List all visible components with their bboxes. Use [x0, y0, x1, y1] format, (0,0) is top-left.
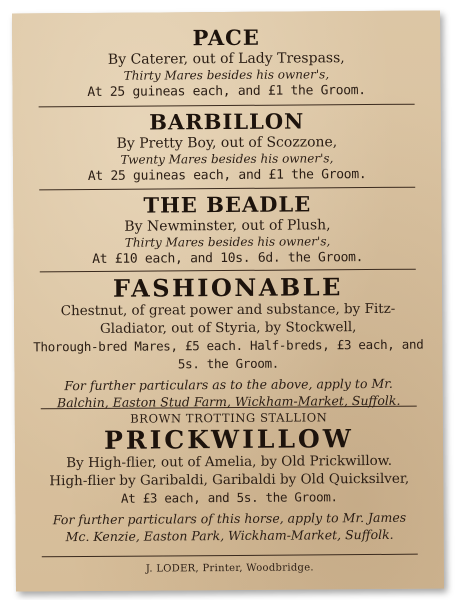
fashionable-description-1: Chestnut, of great power and substance, by Fitz- — [60, 300, 396, 320]
barbillon-pedigree: By Pretty Boy, out of Scozzone, — [116, 134, 338, 152]
divider-rule — [40, 269, 416, 273]
barbillon-mares: Twenty Mares besides his owner's, — [120, 151, 334, 167]
beadle-title: THE BEADLE — [143, 191, 312, 218]
barbillon-fee: At 25 guineas each, and £1 the Groom. — [87, 167, 367, 184]
beadle-fee: At £10 each, and 10s. 6d. the Groom. — [92, 250, 364, 267]
fashionable-fee-2: 5s. the Groom. — [177, 355, 280, 372]
section-prickwillow — [15, 410, 444, 546]
handbill — [12, 11, 444, 592]
prickwillow-contact-1: For further particulars of this horse, apply to Mr. James — [52, 509, 407, 528]
divider-rule — [39, 187, 415, 191]
prickwillow-pedigree-1: By High-flier, out of Amelia, by Old Prickwillow. — [66, 452, 393, 472]
divider-rule — [42, 554, 418, 558]
pace-title: PACE — [192, 24, 260, 51]
fashionable-title: FASHIONABLE — [112, 272, 343, 303]
fashionable-contact-1: For further particulars as to the above, apply to Mr. — [64, 375, 393, 394]
pace-pedigree: By Caterer, out of Lady Trespass, — [107, 50, 345, 68]
fashionable-description-2: Gladiator, out of Styria, by Stockwell, — [99, 319, 357, 337]
section-the-beadle — [13, 192, 442, 270]
printer-imprint: J. LODER, Printer, Woodbridge. — [145, 562, 314, 575]
fashionable-contact-2: Balchin, Easton Stud Farm, Wickham-Market, Suffolk. — [56, 392, 401, 411]
section-pace — [12, 25, 441, 103]
beadle-pedigree: By Newminster, out of Plush, — [124, 217, 331, 235]
beadle-mares: Thirty Mares besides his owner's, — [124, 234, 331, 250]
fashionable-fee-1: Thorough-bred Mares, £5 each. Half-breds, £3 each, and — [33, 336, 424, 355]
barbillon-title: BARBILLON — [149, 108, 305, 135]
section-fashionable — [14, 273, 443, 412]
pace-fee: At 25 guineas each, and £1 the Groom. — [87, 83, 366, 100]
pace-mares: Thirty Mares besides his owner's, — [123, 67, 330, 83]
prickwillow-pedigree-2: High-flier by Garibaldi, Garibaldi by Old Quicksilver, — [49, 470, 410, 490]
divider-rule — [39, 104, 415, 108]
prickwillow-title: PRICKWILLOW — [103, 424, 354, 455]
prickwillow-contact-2: Mc. Kenzie, Easton Park, Wickham-Market, Suffolk. — [65, 526, 394, 545]
prickwillow-subtitle: BROWN TROTTING STALLION — [130, 410, 328, 426]
section-barbillon — [13, 109, 442, 187]
prickwillow-fee: At £3 each, and 5s. the Groom. — [120, 489, 338, 506]
